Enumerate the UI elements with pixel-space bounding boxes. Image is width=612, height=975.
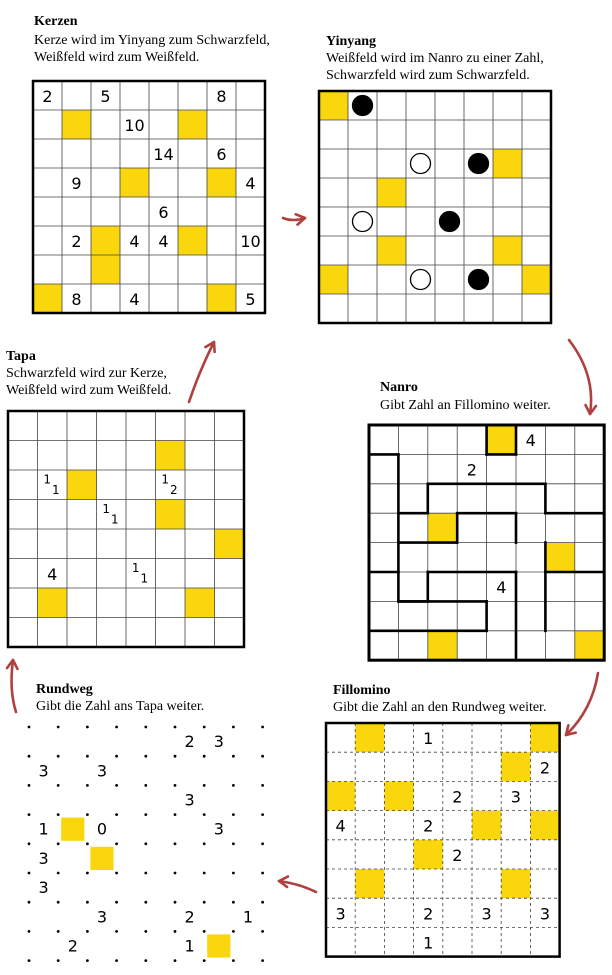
- grid-dot: [86, 930, 89, 933]
- white-circle: [411, 154, 431, 174]
- yellow-cell: [493, 149, 522, 178]
- yinyang-grid: [319, 91, 551, 323]
- yellow-cell: [575, 631, 604, 660]
- yellow-cell: [207, 284, 236, 313]
- grid-dot: [174, 726, 177, 729]
- cell-number: 1: [38, 819, 49, 839]
- grid-dot: [203, 755, 206, 758]
- cell-number: 3: [38, 761, 49, 781]
- grid-dot: [203, 813, 206, 816]
- yellow-cell: [377, 236, 406, 265]
- grid-dot: [144, 901, 147, 904]
- grid-dot: [174, 755, 177, 758]
- arrow-shaft: [569, 340, 591, 414]
- cell-number: 5: [245, 290, 256, 309]
- grid-dot: [261, 872, 264, 875]
- grid-dot: [115, 842, 118, 845]
- grid-dot: [86, 784, 89, 787]
- kerzen-desc-2: Weißfeld wird zum Weißfeld.: [34, 50, 200, 65]
- rundweg-desc-1: Gibt die Zahl ans Tapa weiter.: [36, 699, 205, 714]
- kerzen-title: Kerzen: [34, 14, 78, 29]
- cell-number: 3: [481, 904, 492, 924]
- grid-dot: [261, 726, 264, 729]
- tapa-clue: 4: [47, 564, 58, 584]
- cell-number: 10: [240, 232, 261, 251]
- yellow-cell: [178, 226, 207, 255]
- grid-dot: [115, 755, 118, 758]
- grid-dot: [115, 726, 118, 729]
- grid-dot: [28, 784, 31, 787]
- grid-dot: [86, 755, 89, 758]
- grid-dot: [232, 872, 235, 875]
- cell-number: 3: [96, 761, 108, 781]
- grid-dot: [115, 784, 118, 787]
- grid-dot: [86, 901, 89, 904]
- grid-dot: [232, 784, 235, 787]
- grid-dot: [57, 842, 60, 845]
- cell-number: 2: [423, 904, 434, 924]
- yellow-cell: [156, 441, 186, 471]
- arrow-shaft: [566, 673, 598, 735]
- grid-dot: [261, 784, 264, 787]
- grid-dot: [86, 726, 89, 729]
- cell-number: 6: [216, 145, 227, 164]
- cell-number: 2: [42, 87, 53, 106]
- cell-number: 4: [158, 232, 169, 251]
- yellow-cell: [156, 500, 186, 530]
- cell-number: 4: [335, 816, 346, 836]
- grid-dot: [115, 930, 118, 933]
- yellow-cell: [428, 513, 457, 542]
- yellow-cell: [487, 425, 516, 454]
- cell-number: 3: [38, 848, 49, 868]
- tapa-clue: 1: [131, 560, 140, 575]
- cell-number: 2: [423, 816, 434, 836]
- rundweg-grid: [28, 726, 264, 962]
- grid-dot: [261, 842, 264, 845]
- arrow-shaft: [12, 660, 16, 712]
- grid-dot: [57, 872, 60, 875]
- grid-dot: [261, 755, 264, 758]
- black-circle: [469, 154, 489, 174]
- cell-number: 1: [184, 936, 195, 956]
- nanro-desc-1: Gibt Zahl an Fillomino weiter.: [380, 398, 551, 413]
- grid-dot: [28, 959, 31, 962]
- fillomino-desc-1: Gibt die Zahl an den Rundweg weiter.: [333, 700, 547, 715]
- grid-dot: [57, 784, 60, 787]
- grid-dot: [203, 726, 206, 729]
- yellow-cell: [185, 588, 215, 618]
- grid-dot: [115, 959, 118, 962]
- grid-dot: [261, 959, 264, 962]
- tapa-clue: 1: [51, 483, 60, 498]
- cell-number: 8: [71, 290, 82, 309]
- cell-number: 9: [71, 174, 82, 193]
- yinyang-title: Yinyang: [326, 34, 377, 49]
- yellow-cell: [67, 470, 97, 500]
- grid-dot: [174, 813, 177, 816]
- grid-dot: [57, 959, 60, 962]
- yellow-cell: [530, 811, 559, 840]
- yellow-cell: [215, 529, 245, 559]
- grid-dot: [144, 959, 147, 962]
- grid-dot: [144, 726, 147, 729]
- grid-dot: [144, 784, 147, 787]
- yellow-cell: [207, 168, 236, 197]
- cell-number: 0: [96, 819, 108, 839]
- grid-dot: [174, 842, 177, 845]
- yellow-cell: [472, 811, 501, 840]
- cell-number: 1: [423, 933, 434, 953]
- cell-number: 3: [96, 907, 108, 927]
- grid-dot: [57, 813, 60, 816]
- white-circle: [353, 212, 373, 232]
- yellow-cell: [326, 781, 355, 810]
- yellow-cell: [178, 110, 207, 139]
- white-circle: [411, 270, 431, 290]
- grid-dot: [57, 726, 60, 729]
- yellow-cell: [61, 818, 84, 841]
- cell-number: 4: [525, 431, 536, 451]
- grid-dot: [86, 813, 89, 816]
- kerzen-grid: [33, 81, 265, 313]
- tapa-clue: 1: [140, 571, 149, 586]
- cell-number: 1: [423, 729, 434, 749]
- tapa-clue: 1: [102, 501, 111, 516]
- grid-dot: [174, 784, 177, 787]
- cell-number: 2: [452, 787, 463, 807]
- yinyang-desc-2: Schwarzfeld wird zum Schwarzfeld.: [326, 68, 530, 83]
- cell-number: 4: [245, 174, 256, 193]
- cell-number: 3: [335, 904, 346, 924]
- yellow-cell: [501, 869, 530, 898]
- yellow-cell: [319, 91, 348, 120]
- grid-dot: [86, 959, 89, 962]
- grid-dot: [28, 872, 31, 875]
- grid-dot: [261, 901, 264, 904]
- grid-dot: [203, 930, 206, 933]
- grid-dot: [203, 901, 206, 904]
- grid-dot: [232, 813, 235, 816]
- flow-arrows: [7, 214, 598, 892]
- cell-number: 4: [129, 290, 140, 309]
- cell-number: 2: [452, 845, 463, 865]
- yellow-cell: [90, 847, 113, 870]
- grid-dot: [174, 930, 177, 933]
- grid-dot: [174, 959, 177, 962]
- yellow-cell: [530, 723, 559, 752]
- nanro-grid: [369, 425, 604, 660]
- yellow-cell: [120, 168, 149, 197]
- grid-dot: [261, 813, 264, 816]
- grid-dot: [203, 959, 206, 962]
- black-circle: [469, 270, 489, 290]
- grid-dot: [28, 901, 31, 904]
- grid-dot: [232, 959, 235, 962]
- yellow-cell: [355, 723, 384, 752]
- grid-dot: [144, 842, 147, 845]
- cell-number: 3: [510, 787, 521, 807]
- nanro-title: Nanro: [380, 380, 418, 395]
- grid-dot: [232, 901, 235, 904]
- yellow-cell: [207, 934, 230, 957]
- cell-number: 4: [496, 578, 507, 598]
- rundweg-title: Rundweg: [36, 682, 93, 697]
- grid-dot: [86, 842, 89, 845]
- tapa-clue: 1: [110, 512, 119, 527]
- grid-dot: [28, 755, 31, 758]
- cell-number: 2: [71, 232, 82, 251]
- grid-dot: [144, 813, 147, 816]
- cell-number: 3: [213, 732, 224, 752]
- yellow-cell: [501, 752, 530, 781]
- grid-dot: [174, 901, 177, 904]
- grid-dot: [232, 930, 235, 933]
- tapa-clue: 1: [43, 472, 52, 487]
- grid-dot: [144, 755, 147, 758]
- tapa-title: Tapa: [6, 349, 36, 364]
- grid-dot: [203, 872, 206, 875]
- cell-number: 8: [216, 87, 227, 106]
- grid-dot: [28, 842, 31, 845]
- black-circle: [440, 212, 460, 232]
- arrow-shaft: [189, 342, 214, 402]
- grid-dot: [261, 930, 264, 933]
- grid-dot: [232, 842, 235, 845]
- grid-dot: [115, 901, 118, 904]
- grid-dot: [57, 930, 60, 933]
- grid-dot: [232, 726, 235, 729]
- grid-dot: [144, 930, 147, 933]
- cell-number: 10: [124, 116, 145, 135]
- yellow-cell: [384, 781, 413, 810]
- cell-number: 2: [184, 732, 195, 752]
- yellow-cell: [428, 631, 457, 660]
- grid-dot: [57, 901, 60, 904]
- tapa-desc-1: Schwarzfeld wird zur Kerze,: [6, 366, 167, 381]
- tapa-clue: 1: [161, 472, 170, 487]
- grid-dot: [28, 813, 31, 816]
- grid-dot: [203, 784, 206, 787]
- fillomino-grid: [326, 723, 560, 957]
- tapa-desc-2: Weißfeld wird zum Weißfeld.: [6, 383, 172, 398]
- yellow-cell: [38, 588, 68, 618]
- cell-number: 2: [67, 936, 78, 956]
- yellow-cell: [493, 236, 522, 265]
- cell-number: 3: [213, 819, 224, 839]
- cell-number: 6: [158, 203, 169, 222]
- yellow-cell: [414, 840, 443, 869]
- grid-dot: [115, 872, 118, 875]
- grid-dot: [115, 813, 118, 816]
- cell-number: 2: [466, 460, 477, 480]
- yellow-cell: [355, 869, 384, 898]
- yellow-cell: [319, 265, 348, 294]
- grid-dot: [232, 755, 235, 758]
- grid-dot: [28, 726, 31, 729]
- cell-number: 4: [129, 232, 140, 251]
- cell-number: 5: [100, 87, 111, 106]
- yellow-cell: [377, 178, 406, 207]
- cell-number: 3: [38, 878, 49, 898]
- tapa-clue: 2: [169, 483, 178, 498]
- yellow-cell: [91, 226, 120, 255]
- black-circle: [353, 96, 373, 116]
- cell-number: 14: [153, 145, 174, 164]
- cell-number: 2: [184, 907, 195, 927]
- yellow-cell: [62, 110, 91, 139]
- grid-dot: [174, 872, 177, 875]
- yellow-cell: [33, 284, 62, 313]
- cell-number: 3: [539, 904, 551, 924]
- grid-dot: [203, 842, 206, 845]
- yellow-cell: [91, 255, 120, 284]
- cell-number: 1: [242, 907, 254, 927]
- cell-number: 2: [539, 758, 551, 778]
- yellow-cell: [545, 543, 574, 572]
- fillomino-title: Fillomino: [333, 683, 391, 698]
- grid-dot: [57, 755, 60, 758]
- tapa-grid: [8, 411, 244, 647]
- grid-dot: [144, 872, 147, 875]
- grid-dot: [28, 930, 31, 933]
- kerzen-desc-1: Kerze wird im Yinyang zum Schwarzfeld,: [34, 33, 270, 48]
- grid-dot: [86, 872, 89, 875]
- cell-number: 3: [184, 790, 195, 810]
- yinyang-desc-1: Weißfeld wird im Nanro zu einer Zahl,: [326, 51, 544, 66]
- yellow-cell: [522, 265, 551, 294]
